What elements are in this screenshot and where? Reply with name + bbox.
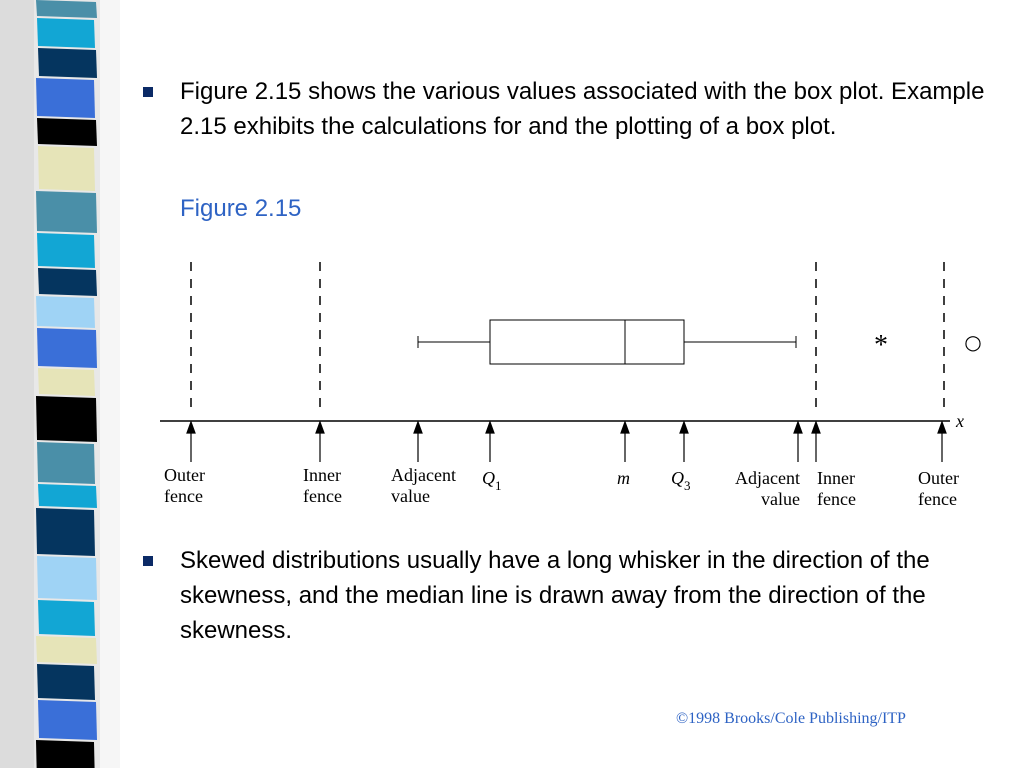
stripe-block <box>37 18 95 48</box>
stripe-block <box>38 368 95 396</box>
stripe-block <box>38 484 97 508</box>
decorative-stripe-panel <box>0 0 120 768</box>
bullet-item <box>143 74 1003 144</box>
stripe-block <box>37 442 95 484</box>
bullet-text: Figure 2.15 shows the various values associated with the box plot. Example 2.15 exhibits the calculations for and the plotting of a box plot. <box>180 78 985 140</box>
bullet-square-icon <box>143 87 153 97</box>
copyright-text: 1998 Brooks/Cole Publishing/ITP <box>688 710 906 727</box>
adjacent-value-left-label: Adjacent value <box>391 465 456 506</box>
extreme-outlier-marker: ○ <box>964 330 982 354</box>
mild-outlier-marker: * <box>874 330 888 361</box>
stripe-block <box>38 600 95 636</box>
median-label: m <box>617 468 630 488</box>
stripe-block <box>37 556 97 600</box>
bullet-item <box>143 543 1003 648</box>
bullet-square-icon <box>143 556 153 566</box>
copyright-symbol: © <box>676 710 689 727</box>
stripe-block <box>36 508 95 556</box>
stripe-block <box>36 0 97 18</box>
inner-fence-right-label: Inner fence <box>817 468 856 509</box>
stripe-block <box>37 328 97 368</box>
bullet-text: Skewed distributions usually have a long whisker in the direction of the skewness, and the median line is drawn away from the direction of the skewness. <box>180 547 930 644</box>
stripe-block <box>38 48 97 78</box>
copyright-notice <box>676 710 906 728</box>
q3-label: $Q_3$ <box>671 468 691 493</box>
stripe-block <box>36 740 95 768</box>
x-axis-label: x <box>956 411 964 431</box>
stripe-block <box>38 146 95 191</box>
figure-caption: Figure 2.15 <box>180 195 302 222</box>
outer-fence-right-label: Outer fence <box>918 468 959 509</box>
stripe-block <box>38 268 97 296</box>
stripe-block <box>37 664 95 700</box>
adjacent-value-right-label: Adjacent value <box>735 468 800 509</box>
stripe-block <box>37 118 97 146</box>
stripe-block <box>38 700 97 740</box>
outer-fence-left-label: Outer fence <box>164 465 205 506</box>
box-iqr <box>490 320 684 364</box>
inner-fence-left-label: Inner fence <box>303 465 342 506</box>
stripe-block <box>36 296 95 328</box>
stripe-block <box>36 636 97 664</box>
pointer-arrows <box>187 422 946 462</box>
stripe-block <box>36 191 97 233</box>
box-plot-figure <box>150 250 990 515</box>
stripe-block <box>36 396 97 442</box>
stripe-block <box>37 233 95 268</box>
stripe-block <box>36 78 95 118</box>
q1-label: $Q_1$ <box>482 468 502 493</box>
